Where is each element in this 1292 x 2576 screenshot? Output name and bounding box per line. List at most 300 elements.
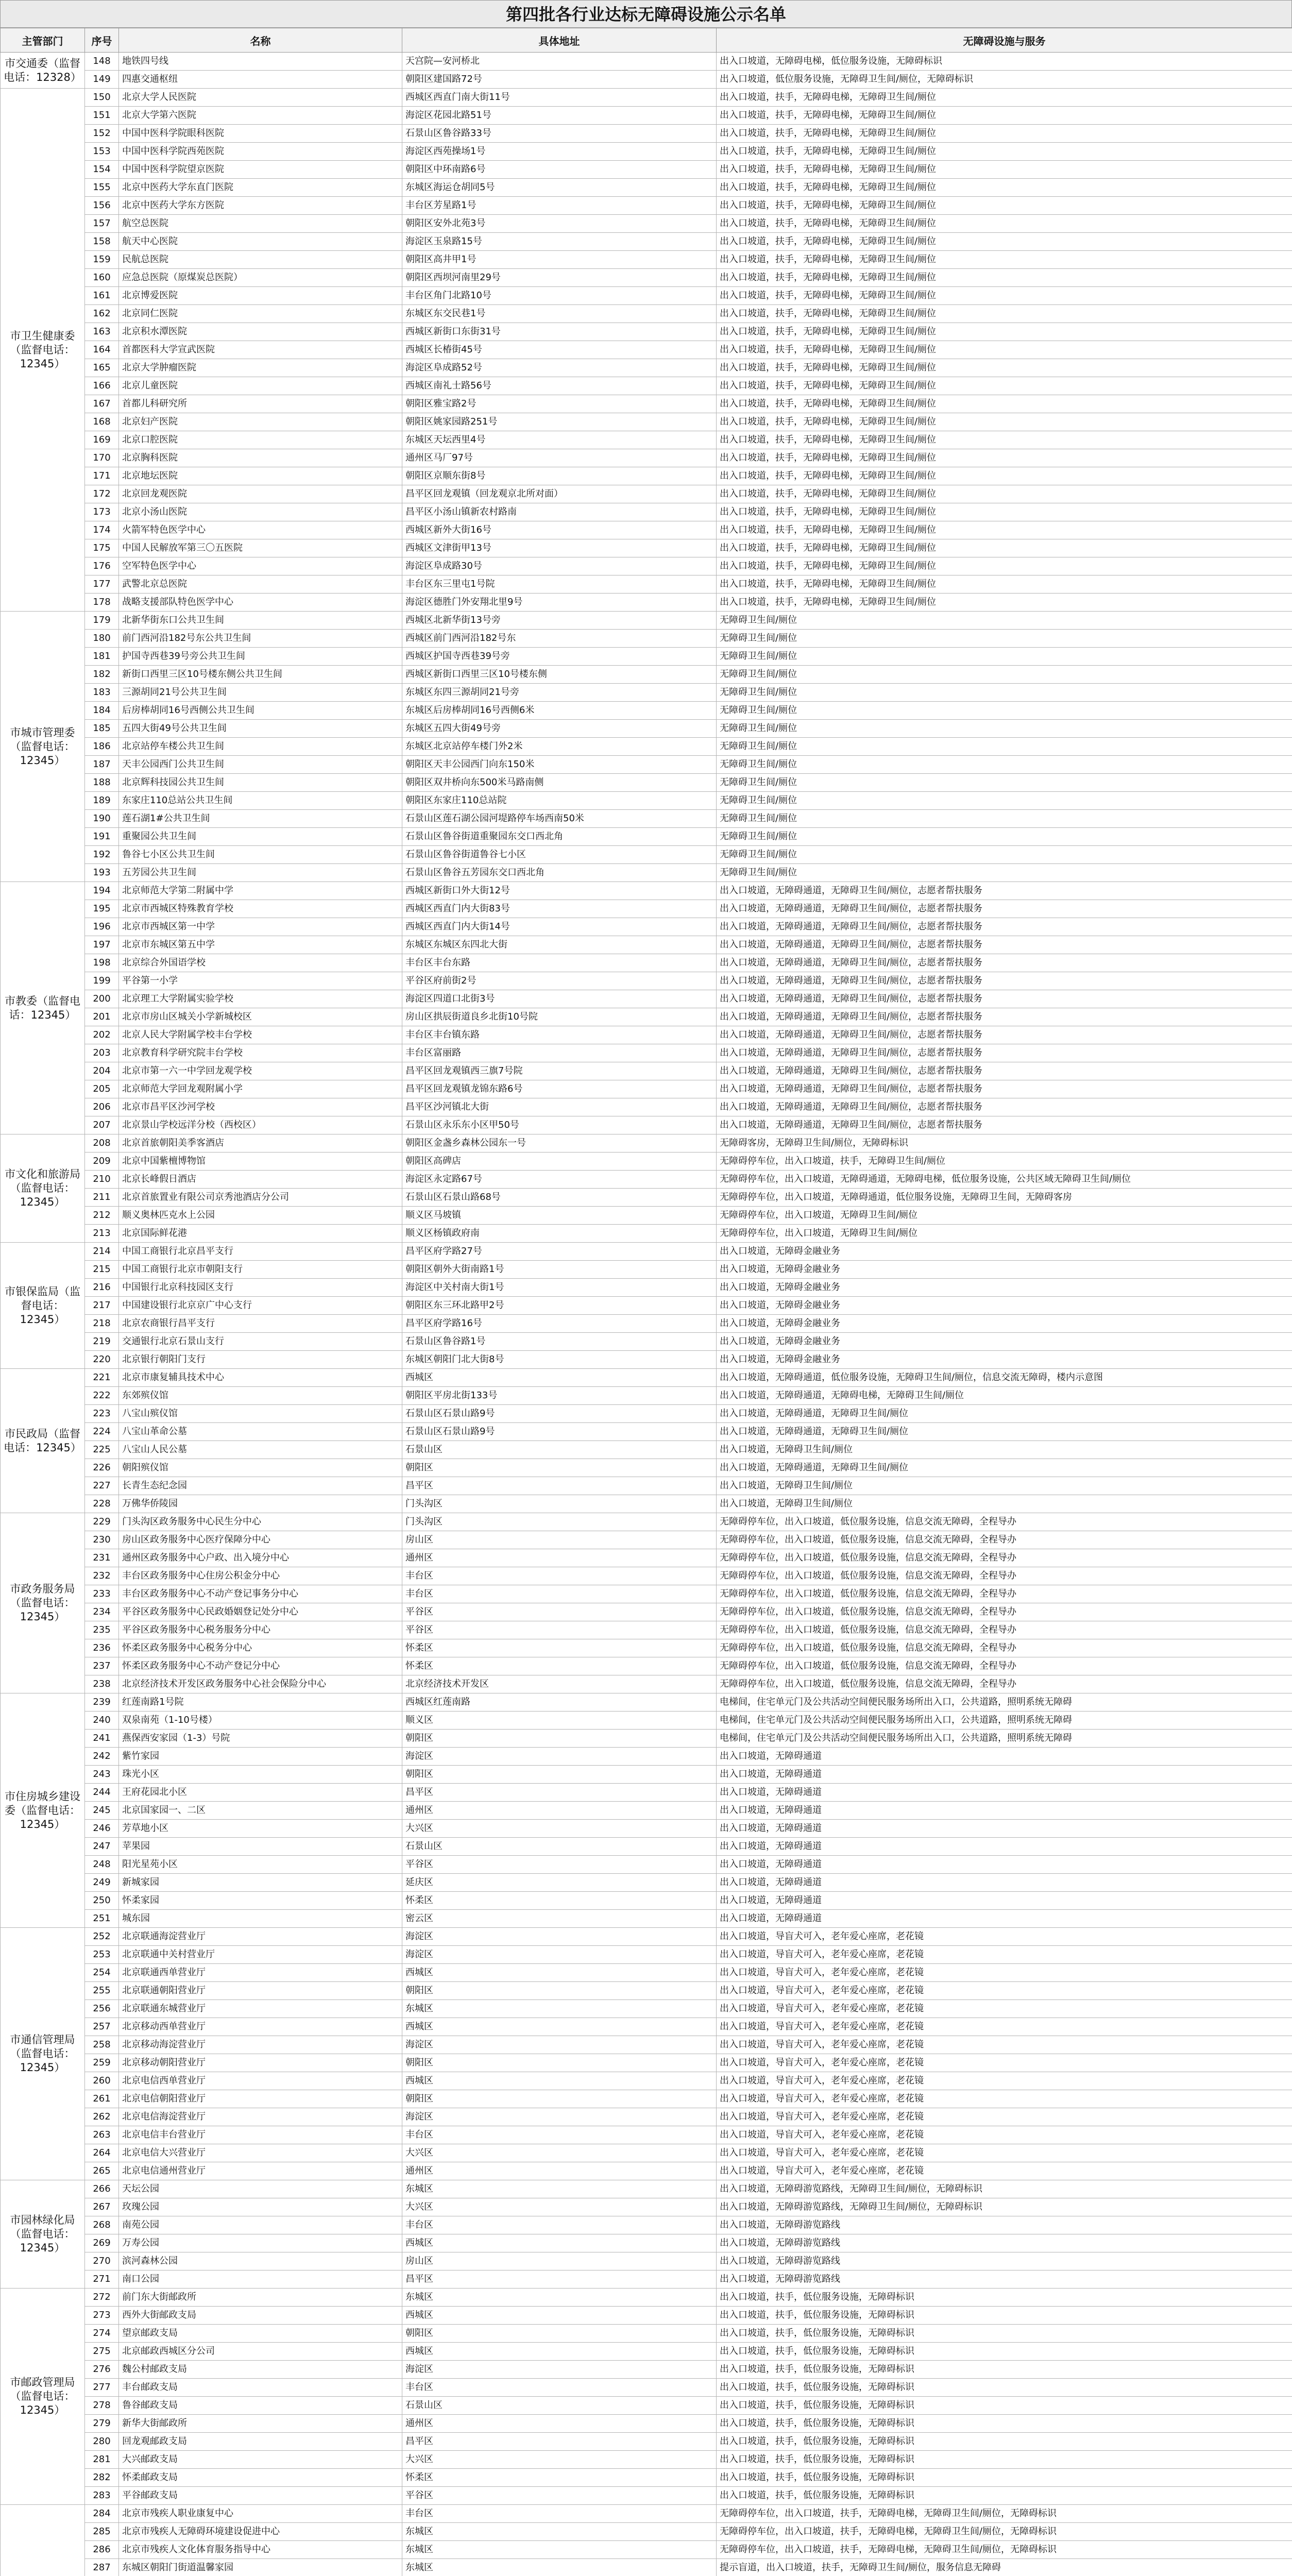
table-row [1,1675,1292,1693]
name-cell: 鲁谷邮政支局 [119,2397,402,2415]
address-cell: 丰台区 [402,2126,717,2144]
table-row [1,1639,1292,1657]
facilities-cell: 出入口坡道，扶手，无障碍电梯，无障碍卫生间/厕位 [717,431,1292,449]
address-cell: 石景山区鲁谷街道重聚园东交口西北角 [402,828,717,846]
seq-cell: 265 [85,2162,119,2180]
address-cell: 朝阳区 [402,1982,717,2000]
name-cell: 中国工商银行北京市朝阳支行 [119,1261,402,1279]
facilities-cell: 出入口坡道，无障碍通道，无障碍卫生间/厕位，志愿者帮扶服务 [717,1026,1292,1044]
facilities-cell: 无障碍卫生间/厕位 [717,810,1292,828]
seq-cell: 219 [85,1333,119,1351]
seq-cell: 285 [85,2523,119,2541]
table-row [1,2325,1292,2343]
table-row [1,1748,1292,1766]
address-cell: 昌平区 [402,1784,717,1802]
name-cell: 珠光小区 [119,1766,402,1784]
table-row [1,1459,1292,1477]
address-cell: 东城区北京站停车楼门外2米 [402,738,717,756]
name-cell: 天丰公园西门公共卫生间 [119,756,402,774]
table-row [1,2108,1292,2126]
facilities-cell: 出入口坡道，无障碍通道，无障碍卫生间/厕位，志愿者帮扶服务 [717,1008,1292,1026]
seq-cell: 239 [85,1693,119,1711]
seq-cell: 230 [85,1531,119,1549]
name-cell: 北京站停车楼公共卫生间 [119,738,402,756]
table-row [1,972,1292,990]
name-cell: 房山区政务服务中心医疗保障分中心 [119,1531,402,1549]
table-row [1,1044,1292,1062]
facilities-cell: 出入口坡道，扶手，无障碍电梯，无障碍卫生间/厕位 [717,323,1292,341]
name-cell: 北京中医药大学东直门医院 [119,179,402,197]
facilities-cell: 出入口坡道，扶手，无障碍电梯，无障碍卫生间/厕位 [717,125,1292,143]
address-cell: 朝阳区雅宝路2号 [402,395,717,413]
address-cell: 平谷区 [402,1603,717,1621]
seq-cell: 232 [85,1567,119,1585]
address-cell: 门头沟区 [402,1513,717,1531]
address-cell: 东城区东交民巷1号 [402,305,717,323]
table-row [1,2072,1292,2090]
facilities-cell: 出入口坡道，扶手，无障碍电梯，无障碍卫生间/厕位 [717,359,1292,377]
address-cell: 朝阳区高井甲1号 [402,251,717,269]
table-row [1,2252,1292,2270]
table-row [1,521,1292,539]
facilities-cell: 出入口坡道，无障碍通道，无障碍卫生间/厕位，志愿者帮扶服务 [717,972,1292,990]
facilities-cell: 出入口坡道，扶手，无障碍电梯，无障碍卫生间/厕位 [717,377,1292,395]
table-row [1,2397,1292,2415]
table-row [1,666,1292,684]
seq-cell: 200 [85,990,119,1008]
seq-cell: 251 [85,1910,119,1928]
name-cell: 北京国际鲜花港 [119,1225,402,1243]
facilities-cell: 出入口坡道，扶手，无障碍电梯，无障碍卫生间/厕位 [717,557,1292,575]
table-row [1,485,1292,503]
table-row [1,1531,1292,1549]
address-cell: 昌平区回龙观镇龙锦东路6号 [402,1080,717,1098]
seq-cell: 169 [85,431,119,449]
seq-cell: 220 [85,1351,119,1369]
table-header-row [1,28,1292,53]
facilities-cell: 出入口坡道，无障碍通道 [717,1838,1292,1856]
table-row [1,125,1292,143]
table-row [1,882,1292,900]
name-cell: 回龙观邮政支局 [119,2433,402,2451]
address-cell: 石景山区鲁谷五芳园东交口西北角 [402,864,717,882]
seq-cell: 284 [85,2505,119,2523]
facilities-cell: 出入口坡道，扶手，低位服务设施，无障碍标识 [717,2469,1292,2487]
table-row [1,215,1292,233]
name-cell: 王府花园北小区 [119,1784,402,1802]
table-row [1,179,1292,197]
seq-cell: 173 [85,503,119,521]
address-cell: 海淀区 [402,2361,717,2379]
seq-cell: 259 [85,2054,119,2072]
name-cell: 北京首旅朝阳美季客酒店 [119,1134,402,1153]
name-cell: 大兴邮政支局 [119,2451,402,2469]
seq-cell: 250 [85,1892,119,1910]
seq-cell: 286 [85,2541,119,2559]
name-cell: 北京市西城区特殊教育学校 [119,900,402,918]
facilities-cell: 出入口坡道，扶手，无障碍电梯，无障碍卫生间/厕位 [717,395,1292,413]
seq-cell: 151 [85,107,119,125]
address-cell: 东城区 [402,2180,717,2198]
name-cell: 地铁四号线 [119,53,402,71]
facilities-cell: 出入口坡道，扶手，无障碍电梯，无障碍卫生间/厕位 [717,233,1292,251]
seq-cell: 260 [85,2072,119,2090]
name-cell: 紫竹家园 [119,1748,402,1766]
seq-cell: 283 [85,2487,119,2505]
name-cell: 中国中医科学院眼科医院 [119,125,402,143]
seq-cell: 183 [85,684,119,702]
address-cell: 石景山区 [402,1441,717,1459]
table-row [1,756,1292,774]
seq-cell: 187 [85,756,119,774]
table-row [1,2487,1292,2505]
seq-cell: 262 [85,2108,119,2126]
table-row [1,1802,1292,1820]
table-row [1,2162,1292,2180]
name-cell: 北京市第一六一中学回龙观学校 [119,1062,402,1080]
seq-cell: 276 [85,2361,119,2379]
table-row [1,630,1292,648]
facilities-cell: 无障碍停车位，出入口坡道，扶手，无障碍卫生间/厕位 [717,1153,1292,1171]
name-cell: 北京儿童医院 [119,377,402,395]
table-row [1,1567,1292,1585]
name-cell: 北京市西城区第一中学 [119,918,402,936]
address-cell: 东城区 [402,2289,717,2307]
facilities-cell: 出入口坡道，无障碍通道，无障碍卫生间/厕位 [717,1423,1292,1441]
seq-cell: 203 [85,1044,119,1062]
table-row [1,1621,1292,1639]
table-row [1,2126,1292,2144]
address-cell: 石景山区石景山路68号 [402,1189,717,1207]
table-row [1,2469,1292,2487]
table-row [1,89,1292,107]
table-row [1,918,1292,936]
name-cell: 民航总医院 [119,251,402,269]
address-cell: 西城区 [402,2018,717,2036]
name-cell: 北京市东城区第五中学 [119,936,402,954]
facilities-cell: 出入口坡道，无障碍通道，低位服务设施，无障碍卫生间/厕位，信息交流无障碍，楼内示意图 [717,1369,1292,1387]
table-row [1,1062,1292,1080]
seq-cell: 207 [85,1116,119,1134]
name-cell: 航空总医院 [119,215,402,233]
address-cell: 朝阳区 [402,2325,717,2343]
table-row [1,1333,1292,1351]
table-row [1,359,1292,377]
facilities-cell: 无障碍停车位，出入口坡道，低位服务设施，信息交流无障碍，全程导办 [717,1603,1292,1621]
facilities-cell: 提示盲道，出入口坡道，扶手，无障碍卫生间/厕位，服务信息无障碍 [717,2559,1292,2576]
name-cell: 中国工商银行北京昌平支行 [119,1243,402,1261]
facilities-cell: 无障碍停车位，出入口坡道，低位服务设施，信息交流无障碍，全程导办 [717,1621,1292,1639]
name-cell: 滨河森林公园 [119,2252,402,2270]
table-row [1,954,1292,972]
name-cell: 北京回龙观医院 [119,485,402,503]
address-cell: 怀柔区 [402,1892,717,1910]
name-cell: 中国中医科学院望京医院 [119,161,402,179]
address-cell: 朝阳区平房北街133号 [402,1387,717,1405]
address-cell: 丰台区 [402,2505,717,2523]
seq-cell: 164 [85,341,119,359]
seq-cell: 231 [85,1549,119,1567]
seq-cell: 266 [85,2180,119,2198]
address-cell: 西城区新街口东街31号 [402,323,717,341]
dept-cell: 市民政局（监督电话：12345） [1,1369,85,1513]
seq-cell: 225 [85,1441,119,1459]
table-row [1,1585,1292,1603]
seq-cell: 174 [85,521,119,539]
table-row [1,810,1292,828]
dept-cell: 市城市管理委（监督电话：12345） [1,612,85,882]
seq-cell: 270 [85,2252,119,2270]
facilities-cell: 出入口坡道，无障碍通道，无障碍卫生间/厕位，志愿者帮扶服务 [717,882,1292,900]
table-row [1,2433,1292,2451]
address-cell: 昌平区府学路27号 [402,1243,717,1261]
name-cell: 北京国家园一、二区 [119,1802,402,1820]
name-cell: 北京胸科医院 [119,449,402,467]
facilities-cell: 出入口坡道，无障碍游览路线 [717,2216,1292,2234]
facilities-cell: 出入口坡道，无障碍通道 [717,1820,1292,1838]
seq-cell: 269 [85,2234,119,2252]
seq-cell: 277 [85,2379,119,2397]
address-cell: 西城区新外大街16号 [402,521,717,539]
table-row [1,936,1292,954]
address-cell: 平谷区府前街2号 [402,972,717,990]
name-cell: 玫瑰公园 [119,2198,402,2216]
facilities-cell: 无障碍卫生间/厕位 [717,792,1292,810]
facilities-cell: 无障碍停车位，出入口坡道，无障碍卫生间/厕位 [717,1207,1292,1225]
facilities-cell: 无障碍卫生间/厕位 [717,702,1292,720]
name-cell: 怀柔家园 [119,1892,402,1910]
facilities-cell: 出入口坡道，无障碍金融业务 [717,1261,1292,1279]
dept-cell: 市教委（监督电话：12345） [1,882,85,1134]
address-cell: 海淀区 [402,2036,717,2054]
table-row [1,2451,1292,2469]
facilities-cell: 出入口坡道，扶手，无障碍电梯，无障碍卫生间/厕位 [717,539,1292,557]
facilities-cell: 无障碍卫生间/厕位 [717,774,1292,792]
table-row [1,1874,1292,1892]
dept-cell: 市文化和旅游局（监督电话：12345） [1,1134,85,1243]
table-row [1,197,1292,215]
address-cell: 朝阳区京顺东街8号 [402,467,717,485]
table-row [1,251,1292,269]
address-cell: 海淀区 [402,1928,717,1946]
table-row [1,2541,1292,2559]
seq-cell: 249 [85,1874,119,1892]
name-cell: 北京移动朝阳营业厅 [119,2054,402,2072]
seq-cell: 198 [85,954,119,972]
facilities-cell: 无障碍停车位，出入口坡道，无障碍通道，无障碍电梯，低位服务设施，公共区域无障碍卫生间/厕位 [717,1171,1292,1189]
seq-cell: 236 [85,1639,119,1657]
address-cell: 昌平区小汤山镇新农村路南 [402,503,717,521]
facilities-cell: 出入口坡道，导盲犬可入，老年爱心座席，老花镜 [717,2126,1292,2144]
dept-cell: 市政务服务局（监督电话：12345） [1,1513,85,1693]
facilities-cell: 出入口坡道，扶手，低位服务设施，无障碍标识 [717,2397,1292,2415]
facilities-cell: 出入口坡道，无障碍通道，无障碍电梯，无障碍卫生间/厕位 [717,1387,1292,1405]
name-cell: 北京市残疾人职业康复中心 [119,2505,402,2523]
address-cell: 大兴区 [402,1820,717,1838]
facilities-cell: 出入口坡道，扶手，低位服务设施，无障碍标识 [717,2343,1292,2361]
address-cell: 西城区文津街甲13号 [402,539,717,557]
seq-cell: 217 [85,1297,119,1315]
seq-cell: 218 [85,1315,119,1333]
table-row [1,828,1292,846]
facilities-cell: 无障碍卫生间/厕位 [717,684,1292,702]
address-cell: 通州区 [402,1549,717,1567]
table-row [1,1387,1292,1405]
seq-cell: 160 [85,269,119,287]
seq-cell: 216 [85,1279,119,1297]
seq-cell: 280 [85,2433,119,2451]
facilities-cell: 出入口坡道，无障碍金融业务 [717,1243,1292,1261]
facilities-cell: 无障碍停车位，出入口坡道，扶手，无障碍电梯，无障碍卫生间/厕位，无障碍标识 [717,2541,1292,2559]
facilities-cell: 出入口坡道，导盲犬可入，老年爱心座席，老花镜 [717,2000,1292,2018]
address-cell: 房山区 [402,1531,717,1549]
name-cell: 平谷区政务服务中心民政婚姻登记处分中心 [119,1603,402,1621]
seq-cell: 157 [85,215,119,233]
table-row [1,557,1292,575]
seq-cell: 248 [85,1856,119,1874]
address-cell: 怀柔区 [402,1657,717,1675]
address-cell: 西城区新街口西里三区10号楼东侧 [402,666,717,684]
seq-cell: 271 [85,2270,119,2289]
seq-cell: 168 [85,413,119,431]
name-cell: 北京辉科技园公共卫生间 [119,774,402,792]
name-cell: 天坛公园 [119,2180,402,2198]
address-cell: 石景山区永乐东小区甲50号 [402,1116,717,1134]
table-row [1,143,1292,161]
seq-cell: 268 [85,2216,119,2234]
table-row [1,413,1292,431]
seq-cell: 213 [85,1225,119,1243]
facilities-cell: 出入口坡道，扶手，无障碍电梯，无障碍卫生间/厕位 [717,485,1292,503]
table-row [1,449,1292,467]
name-cell: 空军特色医学中心 [119,557,402,575]
address-cell: 海淀区阜成路52号 [402,359,717,377]
table-row [1,1549,1292,1567]
address-cell: 朝阳区 [402,2090,717,2108]
seq-cell: 190 [85,810,119,828]
address-cell: 朝阳区金盏乡森林公园东一号 [402,1134,717,1153]
address-cell: 西城区新街口外大街12号 [402,882,717,900]
page-title: 第四批各行业达标无障碍设施公示名单 [0,0,1292,28]
name-cell: 万佛华侨陵园 [119,1495,402,1513]
address-cell: 北京经济技术开发区 [402,1675,717,1693]
table-row [1,467,1292,485]
table-row [1,792,1292,810]
address-cell: 西城区 [402,2307,717,2325]
table-row [1,1243,1292,1261]
table-row [1,305,1292,323]
table-row [1,1910,1292,1928]
facilities-cell: 无障碍卫生间/厕位 [717,666,1292,684]
table-row [1,1261,1292,1279]
address-cell: 天宫院—安河桥北 [402,53,717,71]
table-row [1,594,1292,612]
table-row [1,702,1292,720]
table-row [1,1982,1292,2000]
address-cell: 东城区 [402,2523,717,2541]
address-cell: 丰台区角门北路10号 [402,287,717,305]
table-row [1,53,1292,71]
facilities-cell: 出入口坡道，扶手，无障碍电梯，无障碍卫生间/厕位 [717,449,1292,467]
name-cell: 苹果园 [119,1838,402,1856]
dept-cell: 市园林绿化局（监督电话：12345） [1,2180,85,2289]
dept-cell: 市交通委（监督电话：12328） [1,53,85,89]
name-cell: 北京联通东城营业厅 [119,2000,402,2018]
facilities-cell: 出入口坡道，无障碍金融业务 [717,1351,1292,1369]
table-row [1,1730,1292,1748]
seq-cell: 192 [85,846,119,864]
seq-cell: 184 [85,702,119,720]
facilities-cell: 出入口坡道，扶手，低位服务设施，无障碍标识 [717,2325,1292,2343]
table-row [1,2307,1292,2325]
facilities-cell: 无障碍卫生间/厕位 [717,738,1292,756]
address-cell: 朝阳区双井桥向东500米马路南侧 [402,774,717,792]
seq-cell: 208 [85,1134,119,1153]
facilities-cell: 出入口坡道，扶手，低位服务设施，无障碍标识 [717,2487,1292,2505]
facilities-cell: 出入口坡道，扶手，低位服务设施，无障碍标识 [717,2415,1292,2433]
address-cell: 海淀区德胜门外安翔北里9号 [402,594,717,612]
address-cell: 东城区天坛西里4号 [402,431,717,449]
facilities-cell: 出入口坡道，导盲犬可入，老年爱心座席，老花镜 [717,2108,1292,2126]
name-cell: 鲁谷七小区公共卫生间 [119,846,402,864]
table-row [1,1495,1292,1513]
address-cell: 朝阳区 [402,2054,717,2072]
name-cell: 顺义奥林匹克水上公园 [119,1207,402,1225]
facilities-cell: 出入口坡道，扶手，低位服务设施，无障碍标识 [717,2289,1292,2307]
table-row [1,1441,1292,1459]
table-row [1,1711,1292,1730]
facilities-cell: 出入口坡道，导盲犬可入，老年爱心座席，老花镜 [717,1928,1292,1946]
header-address: 具体地址 [402,28,717,53]
seq-cell: 155 [85,179,119,197]
seq-cell: 272 [85,2289,119,2307]
name-cell: 中国中医科学院西苑医院 [119,143,402,161]
seq-cell: 235 [85,1621,119,1639]
name-cell: 魏公村邮政支局 [119,2361,402,2379]
table-row [1,2523,1292,2541]
address-cell: 西城区 [402,2072,717,2090]
address-cell: 朝阳区天丰公园西门向东150米 [402,756,717,774]
facilities-cell: 出入口坡道，导盲犬可入，老年爱心座席，老花镜 [717,1964,1292,1982]
name-cell: 阳光星苑小区 [119,1856,402,1874]
table-row [1,2343,1292,2361]
facilities-cell: 出入口坡道，扶手，低位服务设施，无障碍标识 [717,2379,1292,2397]
address-cell: 朝阳区中环南路6号 [402,161,717,179]
address-cell: 怀柔区 [402,1639,717,1657]
table-row [1,990,1292,1008]
name-cell: 中国建设银行北京京广中心支行 [119,1297,402,1315]
table-row [1,1207,1292,1225]
name-cell: 北京大学肿瘤医院 [119,359,402,377]
table-row [1,1008,1292,1026]
facilities-cell: 出入口坡道，无障碍通道，无障碍卫生间/厕位，志愿者帮扶服务 [717,954,1292,972]
facilities-cell: 电梯间，住宅单元门及公共活动空间便民服务场所出入口，公共道路，照明系统无障碍 [717,1693,1292,1711]
name-cell: 怀柔邮政支局 [119,2469,402,2487]
address-cell: 西城区 [402,1369,717,1387]
table-row [1,2090,1292,2108]
facilities-cell: 出入口坡道，无障碍通道，无障碍卫生间/厕位，志愿者帮扶服务 [717,1098,1292,1116]
address-cell: 西城区护国寺西巷39号旁 [402,648,717,666]
seq-cell: 234 [85,1603,119,1621]
seq-cell: 237 [85,1657,119,1675]
facilities-cell: 出入口坡道，低位服务设施，无障碍卫生间/厕位，无障碍标识 [717,71,1292,89]
address-cell: 石景山区石景山路9号 [402,1405,717,1423]
seq-cell: 275 [85,2343,119,2361]
address-cell: 石景山区鲁谷街道鲁谷七小区 [402,846,717,864]
table-row [1,161,1292,179]
facilities-cell: 出入口坡道，扶手，无障碍电梯，无障碍卫生间/厕位 [717,107,1292,125]
name-cell: 丰台区政务服务中心住房公积金分中心 [119,1567,402,1585]
